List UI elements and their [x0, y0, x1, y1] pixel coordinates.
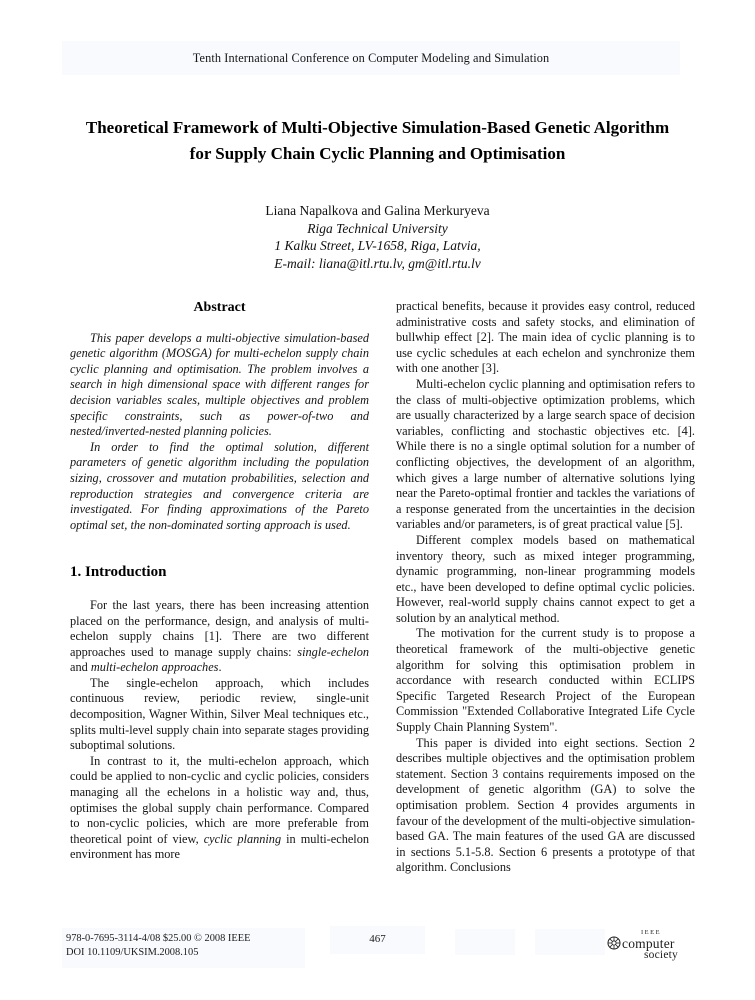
- footer-copyright: 978-0-7695-3114-4/08 $25.00 © 2008 IEEE: [66, 933, 251, 944]
- author-affiliation: Riga Technical University: [307, 220, 448, 236]
- intro-p3-text-2: in multi-echelon environment has more: [70, 831, 370, 862]
- ieee-computer-society-logo: [607, 929, 691, 961]
- intro-p1-text-3: .: [218, 660, 222, 675]
- computer-label: computer: [622, 935, 675, 951]
- body-columns: [70, 299, 695, 876]
- intro-paragraph-3: [70, 754, 369, 863]
- intro-paragraph-1: [70, 598, 369, 676]
- intro-p1-italic-2: multi-echelon approaches: [90, 660, 219, 675]
- intro-p3-text-1: In contrast to it, the multi-echelon approach, which could be applied to non-cyclic and cyclic policies, considers managing all the echelons in a holistic way and, thus, optimises the global supply chain performance. Compared to non-cyclic policies, which are more preferable from theoretical point of view,: [70, 753, 369, 846]
- conference-header-text: Tenth International Conference on Computer Modeling and Simulation: [192, 50, 550, 65]
- right-col-paragraph-4: The motivation for the current study is to propose a theoretical framework of the multi-objective genetic algorithm for solving this optimisation problem in accordance with research conducted within ECLIPS Specific Targeted Research Project of the European Commission "Extended Collaborative Integrated Life Cycle Supply Chain Planning System".: [396, 626, 695, 735]
- conference-header-bar: [62, 41, 680, 75]
- right-col-paragraph-1: practical benefits, because it provides easy control, reduced administrative costs and safety stocks, and elimination of bullwhip effect [2]. The main idea of cyclic planning is to use cyclic schedules at each echelon and synchronize them with one another [3].: [396, 299, 695, 376]
- ieee-seal-icon: [607, 936, 621, 950]
- abstract-paragraph-1: This paper develops a multi-objective simulation-based genetic algorithm (MOSGA) for multi-echelon supply chain cyclic planning and optimisation. The problem involves a search in high dimensional space with different ranges for decision variables scales, multiple objectives and problem specific constraints, such as power-of-two and nested/inverted-nested planning policies.: [70, 330, 369, 439]
- intro-paragraph-2: The single-echelon approach, which includes continuous review, periodic review, single-unit decomposition, Wagner Within, Silver Meal techniques etc., splits multi-level supply chain into separate stages providing suboptimal solutions.: [70, 675, 369, 753]
- intro-p1-italic-1: single-echelon: [297, 644, 369, 659]
- author-address: 1 Kalku Street, LV-1658, Riga, Latvia,: [274, 238, 481, 253]
- ieee-label: IEEE: [641, 929, 662, 936]
- authors-block: [0, 202, 755, 272]
- abstract-paragraph-2: In order to find the optimal solution, different parameters of genetic algorithm including the population sizing, crossover and mutation probabilities, selection and reproduction strategies and convergence criteria are investigated. For finding approximations of the Pareto optimal set, the non-dominated sorting approach is used.: [70, 439, 369, 532]
- left-column: [70, 299, 369, 876]
- computer-society-row: [607, 936, 691, 950]
- paper-title: Theoretical Framework of Multi-Objective Simulation-Based Genetic Algorithm for Supply Chain Cyclic Planning and Optimisation: [85, 118, 670, 163]
- intro-p1-text-1: For the last years, there has been increasing attention placed on the performance, design, and analysis of multi-echelon supply chains [1]. There are two different approaches used to manage supply chains:: [70, 597, 369, 659]
- paper-title-block: [0, 115, 755, 167]
- intro-p1-text-2: and: [70, 660, 91, 675]
- introduction-heading: 1. Introduction: [70, 564, 167, 581]
- right-column: [396, 299, 695, 876]
- right-col-paragraph-2: Multi-echelon cyclic planning and optimisation refers to the class of multi-objective optimization problems, which are usually characterized by a large search space of decision variables, conflicting and stochastic objectives etc. [4]. While there is no a single optimal solution for a number of conflicting objectives, the development of an algorithm, which gives a large number of alternative solutions lying near the Pareto-optimal frontier and tackles the variations of a response generated from the uncertainties in the decision variables and/or parameters, is of great practical value [5].: [396, 376, 695, 532]
- author-names: Liana Napalkova and Galina Merkuryeva: [265, 203, 490, 218]
- intro-p3-italic-1: cyclic planning: [203, 831, 282, 846]
- abstract-heading: Abstract: [193, 300, 246, 315]
- author-email: E-mail: liana@itl.rtu.lv, gm@itl.rtu.lv: [274, 255, 481, 271]
- right-col-paragraph-5: This paper is divided into eight sections. Section 2 describes multiple objectives and the optimisation problem statement. Section 3 contains requirements imposed on the development of genetic algorithm (GA) to solve the optimisation problem. Section 4 provides arguments in favour of the development of the multi-objective simulation-based GA. The main features of the used GA are discussed in sections 5.1-5.8. Section 6 presents a prototype of that algorithm. Conclusions: [396, 735, 695, 875]
- page-number: 467: [369, 933, 386, 945]
- society-label: society: [644, 949, 678, 961]
- right-col-paragraph-3: Different complex models based on mathematical inventory theory, such as mixed integer programming, dynamic programming, non-linear programming models etc., have been developed to define optimal cyclic policies. However, real-world supply chains cannot expect to get a solution by an analytical method.: [396, 532, 695, 625]
- footer-doi: DOI 10.1109/UKSIM.2008.105: [66, 946, 199, 958]
